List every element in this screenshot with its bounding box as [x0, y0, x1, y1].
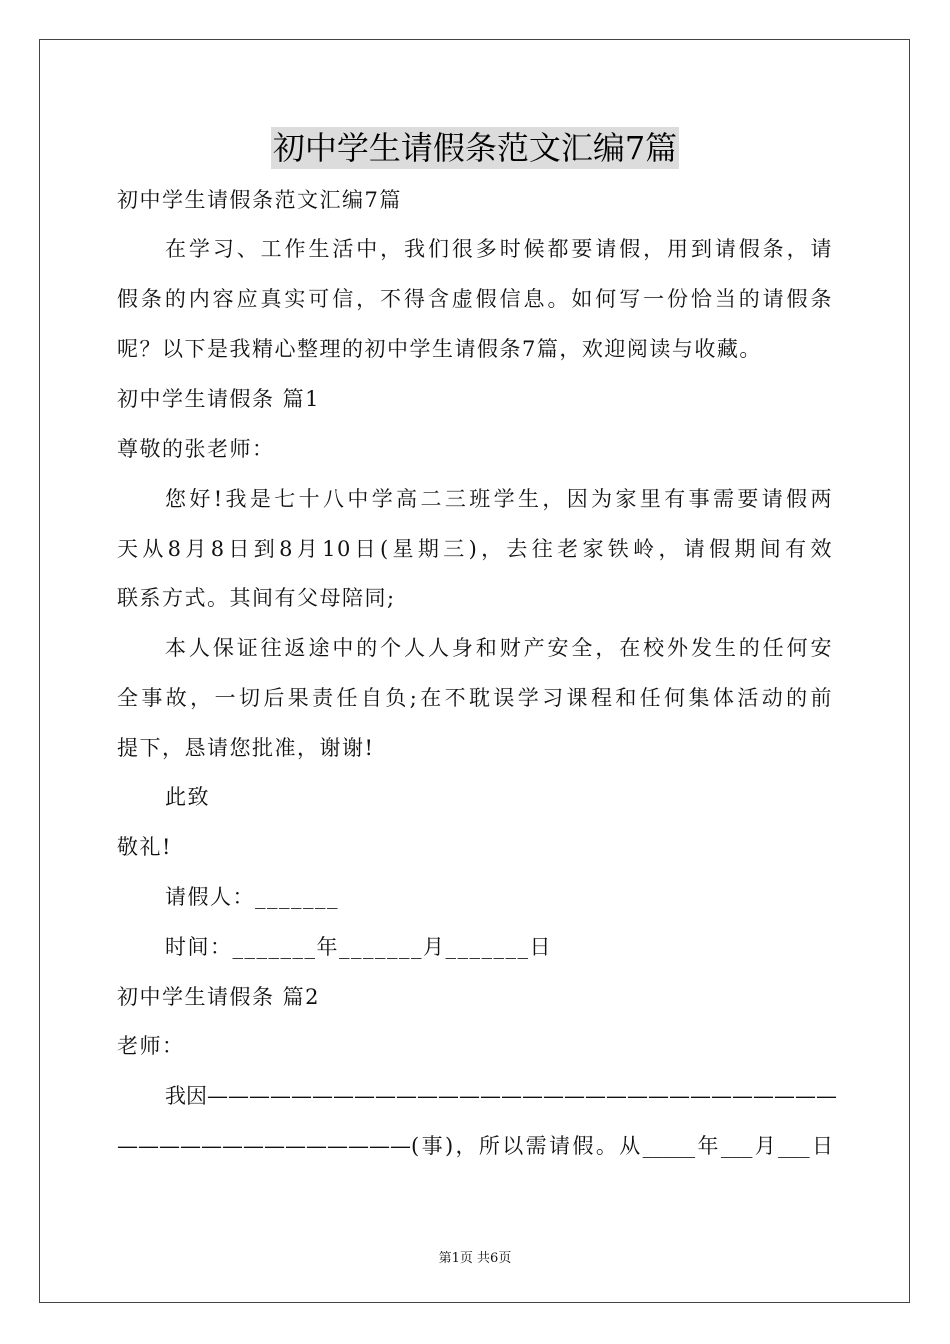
paragraph-line: 提下，恳请您批准，谢谢! — [117, 736, 375, 760]
paragraph-line: 天从8月8日到8月10日(星期三)，去往老家铁岭，请假期间有效 — [117, 537, 833, 561]
paragraph-line: 本人保证往返途中的个人人身和财产安全，在校外发生的任何安 — [165, 636, 833, 660]
paragraph-line: 假条的内容应真实可信，不得含虚假信息。如何写一份恰当的请假条 — [117, 287, 833, 311]
page-footer: 第1页 共6页 — [438, 1251, 512, 1266]
salutation: 老师： — [117, 1034, 185, 1058]
paragraph-line: 在学习、工作生活中，我们很多时候都要请假，用到请假条，请 — [165, 237, 833, 261]
signature-line: 请假人：_______ — [165, 885, 339, 909]
section-heading: 初中学生请假条 篇1 — [117, 387, 321, 411]
page-border — [39, 39, 910, 1303]
paragraph-line: 全事故，一切后果责任自负;在不耽误学习课程和任何集体活动的前 — [117, 686, 833, 710]
paragraph-line: ——————————————(事)，所以需请假。从_____年___月___日 — [117, 1134, 833, 1158]
salutation: 尊敬的张老师： — [117, 437, 275, 461]
date-line: 时间：_______年_______月_______日 — [165, 935, 552, 959]
document-title: 初中学生请假条范文汇编7篇 — [272, 129, 678, 167]
section-heading: 初中学生请假条 篇2 — [117, 985, 321, 1009]
paragraph-line: 联系方式。其间有父母陪同; — [117, 586, 396, 610]
paragraph-line: 呢？以下是我精心整理的初中学生请假条7篇，欢迎阅读与收藏。 — [117, 337, 762, 361]
closing-line: 敬礼! — [117, 835, 172, 859]
title-container — [0, 127, 950, 169]
closing-line: 此致 — [165, 785, 210, 809]
subtitle-line: 初中学生请假条范文汇编7篇 — [117, 188, 402, 212]
paragraph-line: 您好!我是七十八中学高二三班学生，因为家里有事需要请假两 — [165, 487, 833, 511]
paragraph-line: 我因—————————————————————————————— — [165, 1084, 837, 1108]
